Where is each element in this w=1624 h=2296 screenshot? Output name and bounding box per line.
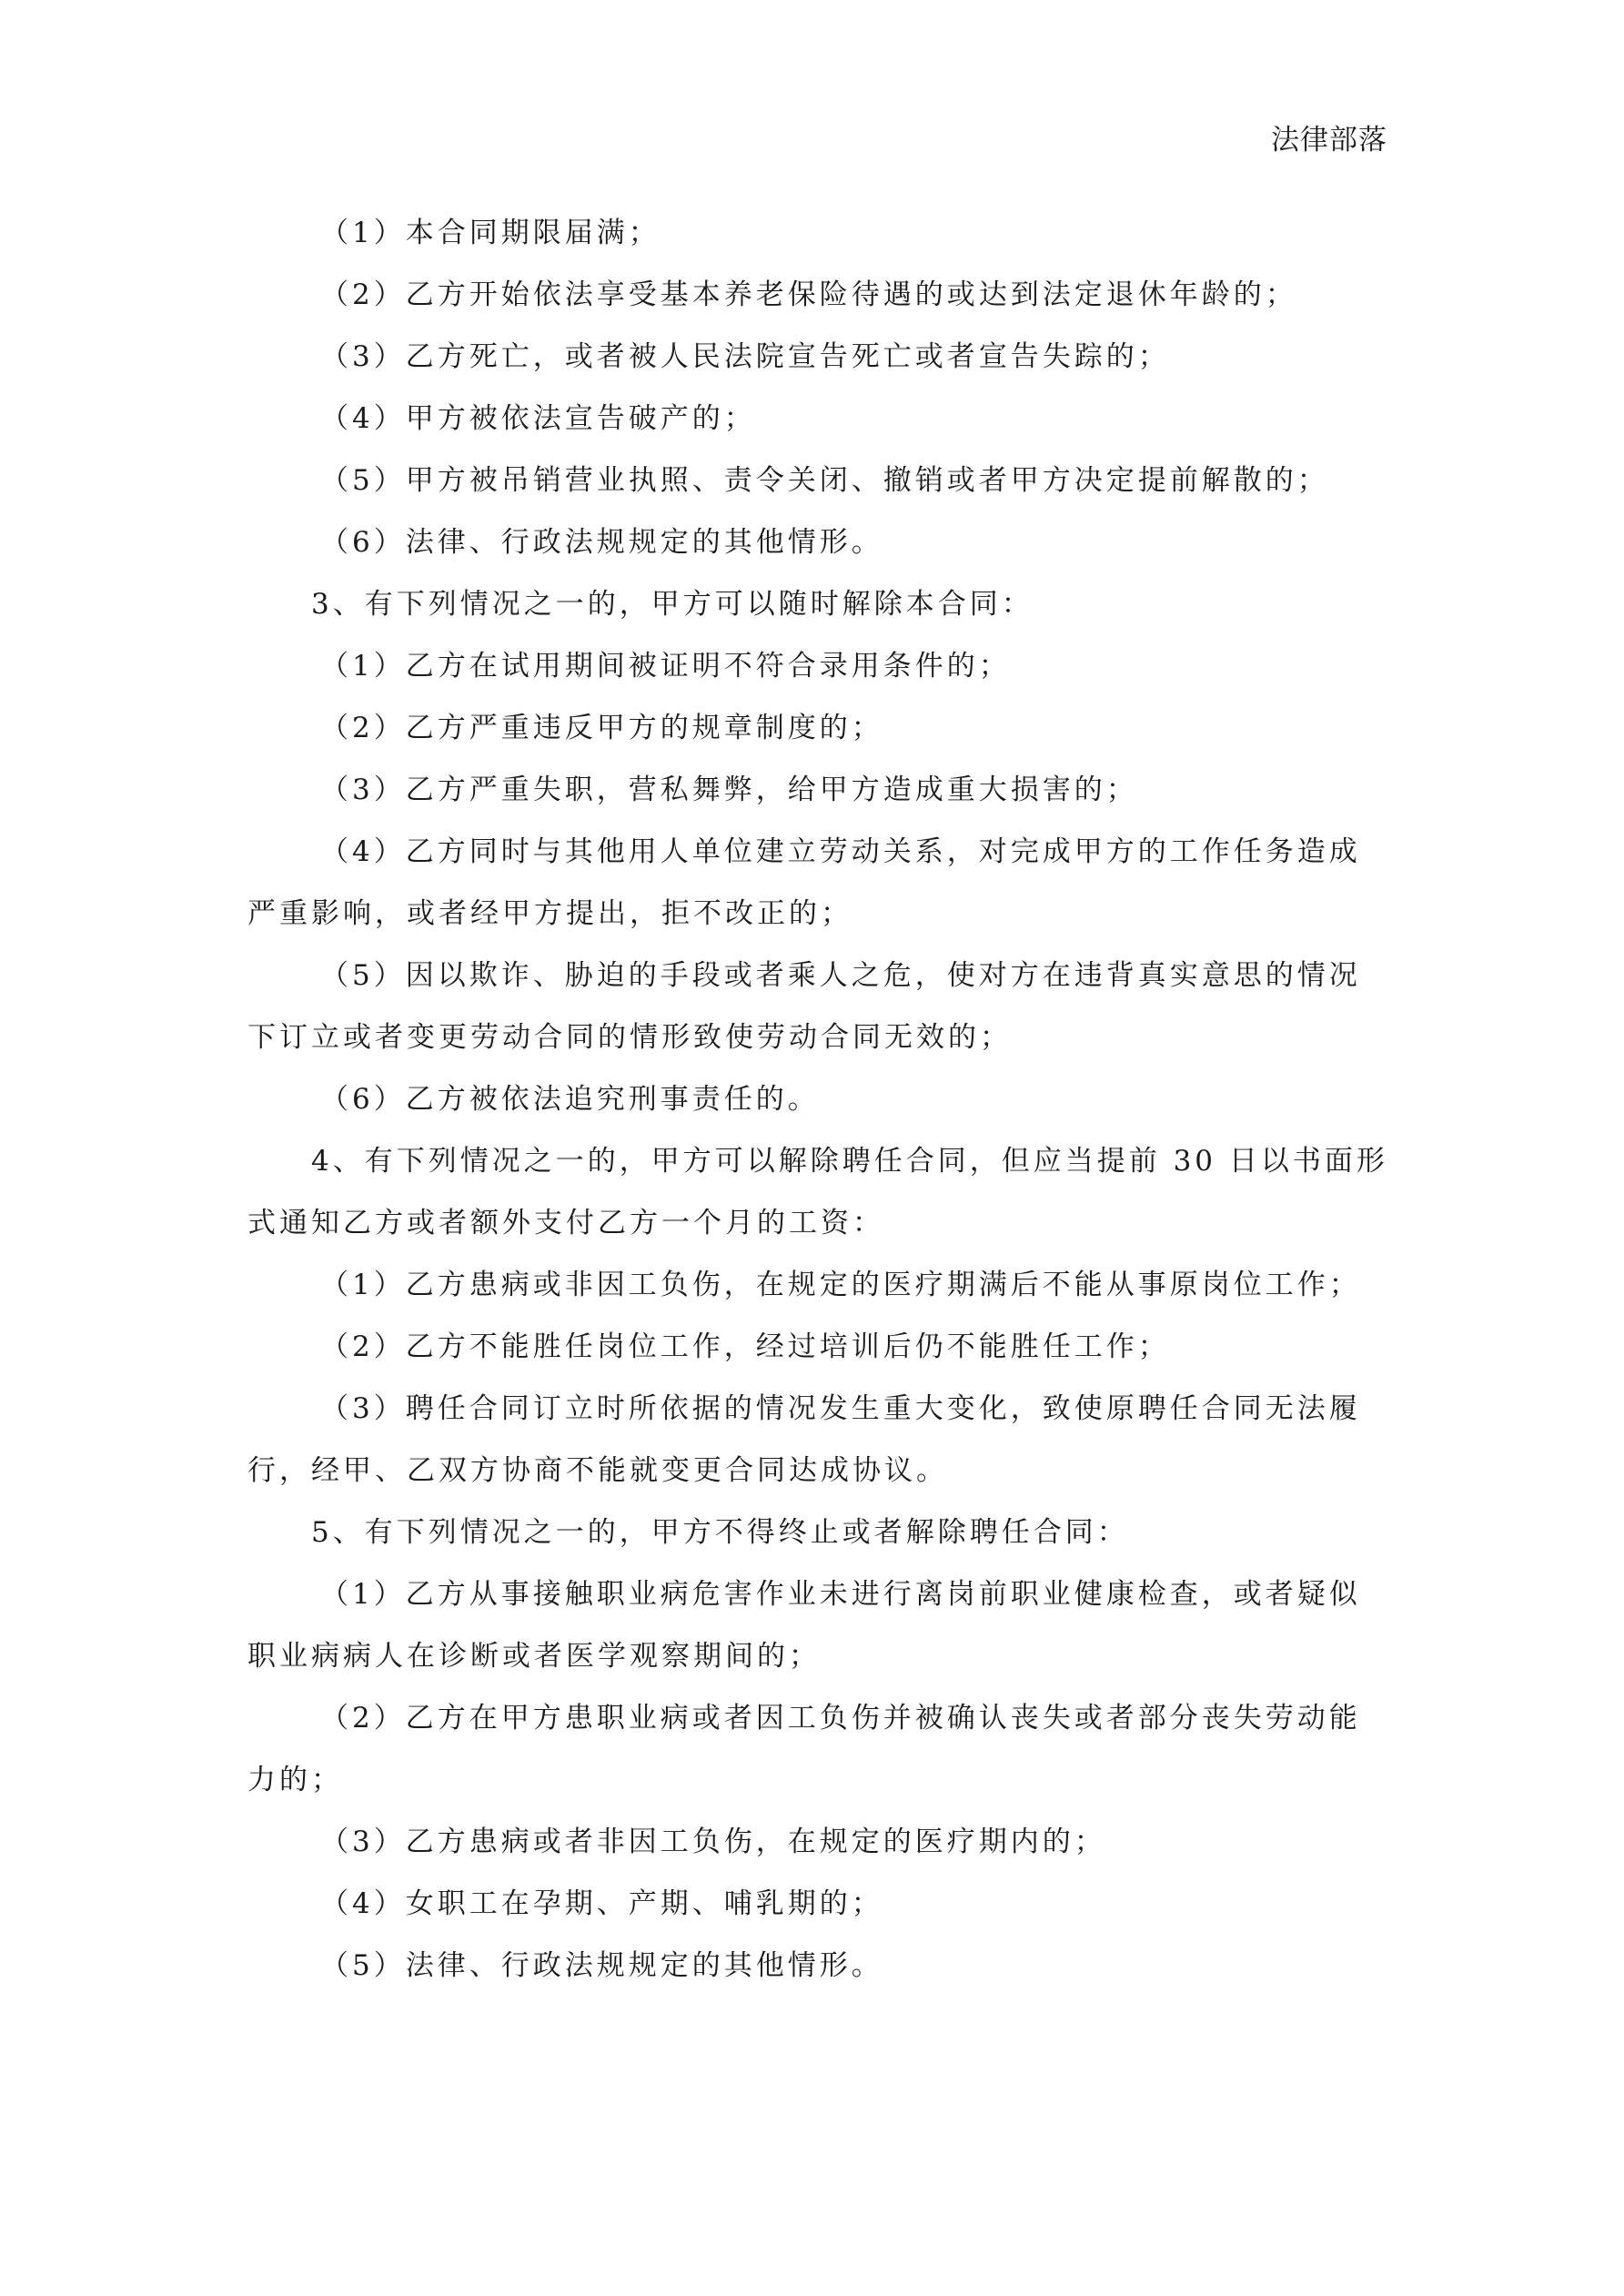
clause-continuation: 行，经甲、乙双方协商不能就变更合同达成协议。: [247, 1454, 948, 1487]
clause-continuation: 职业病病人在诊断或者医学观察期间的；: [247, 1640, 821, 1673]
page-header-label: 法律部落: [1271, 124, 1387, 157]
clause-line: （3）聘任合同订立时所依据的情况发生重大变化，致使原聘任合同无法履: [320, 1392, 1361, 1425]
clause-line: （4）女职工在孕期、产期、哺乳期的；: [320, 1887, 883, 1920]
clause-line: （6）乙方被依法追究刑事责任的。: [320, 1083, 820, 1116]
clause-line: （1）本合同期限届满；: [320, 217, 661, 249]
clause-continuation: 严重影响，或者经甲方提出，拒不改正的；: [247, 897, 852, 930]
clause-line: （3）乙方死亡，或者被人民法院宣告死亡或者宣告失踪的；: [320, 340, 1170, 373]
clause-line: （2）乙方开始依法享受基本养老保险待遇的或达到法定退休年龄的；: [320, 278, 1297, 311]
clause-line: （3）乙方严重失职，营私舞弊，给甲方造成重大损害的；: [320, 774, 1138, 806]
clause-line: （6）法律、行政法规规定的其他情形。: [320, 526, 883, 559]
clause-line: （5）甲方被吊销营业执照、责令关闭、撤销或者甲方决定提前解散的；: [320, 464, 1329, 497]
clause-line: （5）法律、行政法规规定的其他情形。: [320, 1949, 883, 1982]
clause-line: （4）甲方被依法宣告破产的；: [320, 402, 756, 435]
clause-line: （2）乙方严重违反甲方的规章制度的；: [320, 712, 883, 744]
clause-line: （2）乙方在甲方患职业病或者因工负伤并被确认丧失或者部分丧失劳动能: [320, 1702, 1361, 1735]
clause-line: （1）乙方患病或非因工负伤，在规定的医疗期满后不能从事原岗位工作；: [320, 1269, 1361, 1301]
section-heading: 3、有下列情况之一的，甲方可以随时解除本合同：: [311, 588, 1034, 621]
clause-continuation: 式通知乙方或者额外支付乙方一个月的工资：: [247, 1207, 884, 1239]
clause-line: （5）因以欺诈、胁迫的手段或者乘人之危，使对方在违背真实意思的情况: [320, 959, 1361, 992]
clause-line: （4）乙方同时与其他用人单位建立劳动关系，对完成甲方的工作任务造成: [320, 835, 1361, 868]
clause-line: （1）乙方从事接触职业病危害作业未进行离岗前职业健康检查，或者疑似: [320, 1578, 1361, 1611]
clause-line: （1）乙方在试用期间被证明不符合录用条件的；: [320, 650, 1011, 683]
clause-line: （2）乙方不能胜任岗位工作，经过培训后仍不能胜任工作；: [320, 1330, 1170, 1363]
clause-line: （3）乙方患病或者非因工负伤，在规定的医疗期内的；: [320, 1826, 1106, 1858]
clause-continuation: 下订立或者变更劳动合同的情形致使劳动合同无效的；: [247, 1021, 1012, 1054]
section-heading: 5、有下列情况之一的，甲方不得终止或者解除聘任合同：: [311, 1516, 1129, 1549]
clause-continuation: 力的；: [247, 1764, 343, 1796]
document-body: [247, 202, 1388, 1997]
section-heading: 4、有下列情况之一的，甲方可以解除聘任合同，但应当提前 30 日以书面形: [311, 1145, 1388, 1178]
